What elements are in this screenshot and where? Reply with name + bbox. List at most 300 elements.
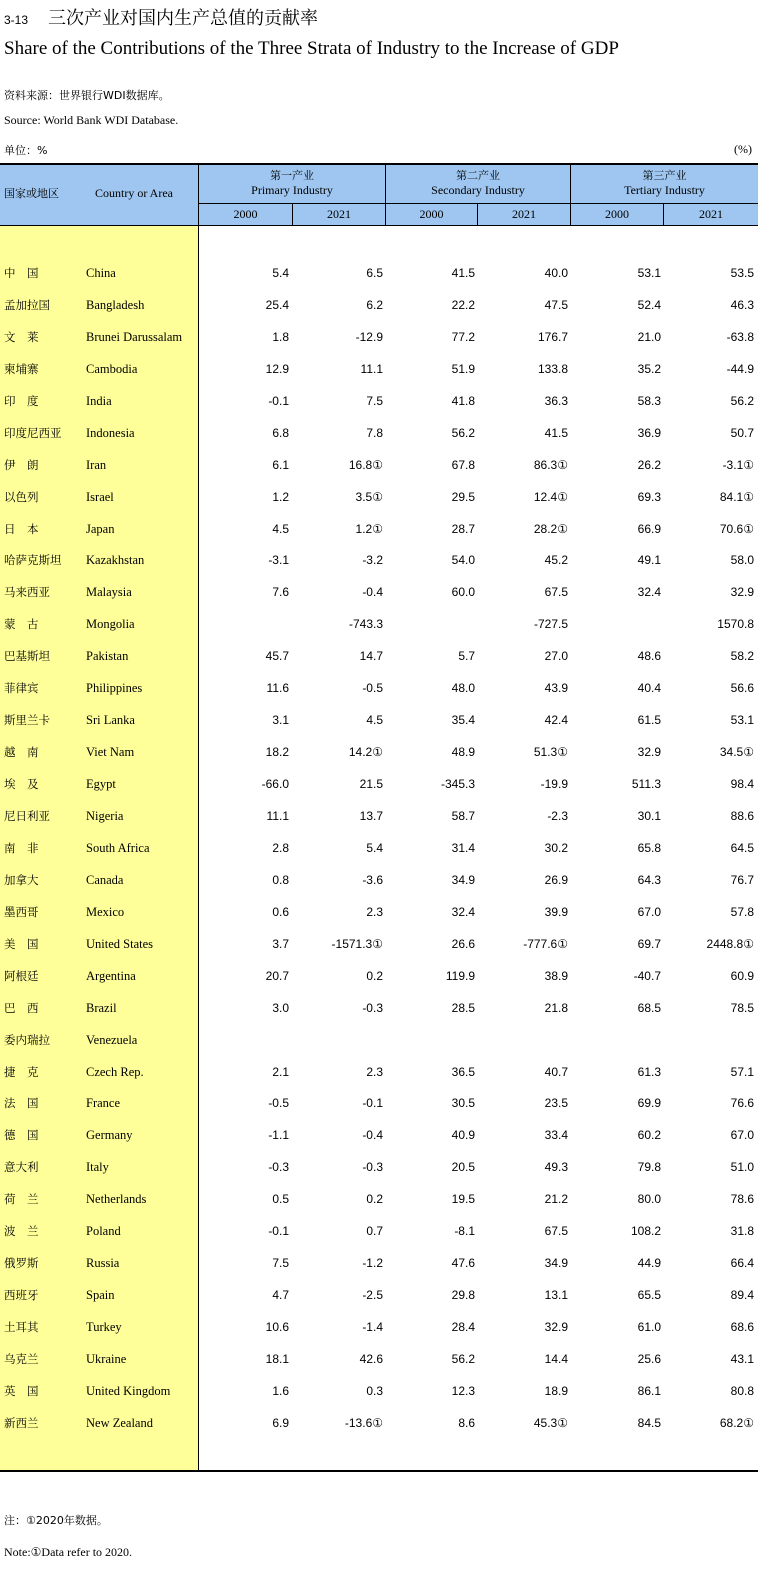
- table-row: [0, 928, 758, 960]
- unit-label: 单位：%: [4, 144, 48, 157]
- country-name-en: China: [86, 266, 116, 280]
- country-name-en: Mongolia: [86, 617, 135, 632]
- header-primary: [199, 168, 385, 198]
- country-name-cn: 英 国: [4, 1383, 39, 1398]
- value-cell: 0.3: [366, 1383, 383, 1398]
- value-cell: 43.9: [544, 681, 568, 696]
- value-cell: 60.2: [637, 1128, 661, 1143]
- value-cell: 30.5: [451, 1096, 475, 1111]
- value-cell: 49.1: [637, 553, 661, 568]
- country-name-cn: 乌克兰: [4, 1351, 39, 1366]
- value-cell: 47.5: [544, 297, 568, 312]
- value-cell: -0.1: [362, 1096, 383, 1111]
- country-name-en: Japan: [86, 521, 115, 536]
- value-cell: 28.4: [451, 1320, 475, 1335]
- value-cell: 76.7: [730, 872, 754, 887]
- value-cell: 58.3: [637, 393, 661, 408]
- header-primary-cn: 第一产业: [270, 169, 314, 182]
- value-cell: -3.6: [362, 872, 383, 887]
- value-cell: 3.5①: [355, 489, 383, 504]
- value-cell: 56.2: [451, 425, 475, 440]
- value-cell: 14.2①: [348, 745, 383, 760]
- country-name-en: United States: [86, 936, 154, 951]
- value-cell: 108.2: [630, 1224, 661, 1239]
- value-cell: 19.5: [451, 1192, 475, 1207]
- value-cell: 5.7: [458, 649, 475, 664]
- value-cell: 34.9: [544, 1256, 568, 1271]
- value-cell: -66.0: [261, 777, 289, 792]
- value-cell: 119.9: [445, 968, 475, 983]
- value-cell: 40.0: [544, 266, 568, 280]
- table-row: [0, 385, 758, 417]
- country-name-cn: 荷 兰: [4, 1192, 39, 1207]
- value-cell: 30.1: [637, 808, 661, 823]
- country-name-en: Brunei Darussalam: [86, 329, 183, 344]
- value-cell: 3.1: [272, 713, 289, 728]
- value-cell: 28.2①: [533, 521, 568, 536]
- header-primary-en: Primary Industry: [251, 183, 333, 197]
- table-row: [0, 1343, 758, 1375]
- value-cell: 4.7: [272, 1288, 289, 1303]
- value-cell: 10.6: [265, 1320, 289, 1335]
- value-cell: 79.8: [637, 1160, 661, 1175]
- value-cell: 66.4: [730, 1256, 754, 1271]
- value-cell: 58.2: [730, 649, 754, 664]
- value-cell: 21.5: [359, 777, 383, 792]
- value-cell: 18.1: [265, 1351, 289, 1366]
- table-row: [0, 1247, 758, 1279]
- value-cell: 5.4: [272, 266, 289, 280]
- table-row: [0, 640, 758, 672]
- country-name-cn: 墨西哥: [4, 904, 39, 919]
- value-cell: 40.9: [451, 1128, 475, 1143]
- value-cell: 1.6: [272, 1383, 289, 1398]
- value-cell: 68.5: [637, 1000, 661, 1015]
- value-cell: -3.1: [268, 553, 289, 568]
- value-cell: 28.7: [451, 521, 475, 536]
- value-cell: 0.6: [272, 904, 289, 919]
- header-year: 2000: [419, 207, 444, 221]
- header-divider: [198, 203, 758, 204]
- value-cell: 44.9: [637, 1256, 661, 1271]
- country-name-cn: 南 非: [4, 840, 39, 855]
- table-row: [0, 992, 758, 1024]
- header-secondary-cn: 第二产业: [456, 169, 500, 182]
- value-cell: 40.4: [637, 681, 661, 696]
- value-cell: 11.1: [360, 361, 383, 376]
- value-cell: 65.8: [637, 840, 661, 855]
- header-country-cn: 国家或地区: [4, 187, 59, 200]
- country-name-en: Germany: [86, 1128, 133, 1143]
- country-name-cn: 法 国: [4, 1096, 39, 1111]
- value-cell: 47.6: [451, 1256, 475, 1271]
- value-cell: -63.8: [726, 329, 754, 344]
- table-row: [0, 1311, 758, 1343]
- header-tertiary-cn: 第三产业: [642, 169, 687, 182]
- value-cell: -345.3: [440, 777, 475, 792]
- country-name-cn: 文 莱: [4, 329, 39, 344]
- value-cell: 511.3: [631, 777, 661, 792]
- value-cell: 29.8: [451, 1288, 475, 1303]
- country-name-en: France: [86, 1096, 121, 1111]
- value-cell: 0.7: [366, 1224, 383, 1239]
- value-cell: 49.3: [544, 1160, 568, 1175]
- value-cell: 70.6①: [719, 521, 754, 536]
- header-country-en: Country or Area: [95, 186, 173, 200]
- table-row: [0, 1087, 758, 1119]
- value-cell: 35.4: [451, 713, 475, 728]
- country-name-en: Nigeria: [86, 808, 124, 823]
- country-name-cn: 新西兰: [4, 1415, 39, 1430]
- value-cell: -40.7: [633, 968, 661, 983]
- country-name-en: Egypt: [86, 777, 116, 792]
- value-cell: 32.9: [730, 585, 754, 600]
- table-row: [0, 1119, 758, 1151]
- value-cell: 14.4: [544, 1351, 568, 1366]
- header-secondary-en: Secondary Industry: [431, 183, 525, 197]
- value-cell: -2.3: [547, 808, 568, 823]
- header-tertiary-en: Tertiary Industry: [624, 183, 705, 197]
- value-cell: 32.4: [637, 585, 661, 600]
- value-cell: 11.1: [266, 808, 289, 823]
- value-cell: 29.5: [451, 489, 475, 504]
- value-cell: -0.5: [362, 681, 383, 696]
- country-name-en: Canada: [86, 872, 124, 887]
- value-cell: -3.1①: [722, 457, 754, 472]
- value-cell: 6.8: [272, 425, 289, 440]
- table-row: [0, 736, 758, 768]
- header-year: 2021: [327, 207, 351, 221]
- value-cell: 86.1: [637, 1383, 661, 1398]
- value-cell: 48.9: [451, 745, 475, 760]
- value-cell: 38.9: [544, 968, 568, 983]
- value-cell: 27.0: [544, 649, 568, 664]
- value-cell: 31.8: [730, 1224, 754, 1239]
- country-name-cn: 蒙 古: [4, 617, 39, 632]
- value-cell: 45.7: [265, 649, 289, 664]
- value-cell: 36.3: [544, 393, 568, 408]
- country-name-cn: 孟加拉国: [4, 297, 50, 312]
- value-cell: 41.8: [451, 393, 475, 408]
- country-name-en: Sri Lanka: [86, 713, 135, 728]
- value-cell: -727.5: [533, 617, 568, 632]
- value-cell: -1571.3①: [331, 936, 383, 951]
- table-number: 3-13: [4, 13, 29, 27]
- value-cell: 176.7: [537, 329, 568, 344]
- value-cell: -0.1: [268, 393, 289, 408]
- country-name-en: Mexico: [86, 904, 125, 919]
- value-cell: 68.6: [730, 1320, 754, 1335]
- value-cell: 21.2: [544, 1192, 568, 1207]
- value-cell: 8.6: [458, 1415, 475, 1430]
- country-name-en: Iran: [86, 457, 107, 472]
- value-cell: 26.6: [451, 936, 475, 951]
- table-row: [0, 257, 758, 289]
- table-row: [0, 544, 758, 576]
- value-cell: 65.5: [637, 1288, 661, 1303]
- note-en: Note:①Data refer to 2020.: [4, 1545, 133, 1559]
- table-row: [0, 704, 758, 736]
- value-cell: 84.5: [637, 1415, 661, 1430]
- table-row: [0, 672, 758, 704]
- value-cell: 56.2: [451, 1351, 475, 1366]
- country-name-cn: 中 国: [4, 266, 39, 280]
- value-cell: 66.9: [637, 521, 661, 536]
- value-cell: 58.7: [451, 808, 475, 823]
- value-cell: 57.8: [730, 904, 754, 919]
- country-name-cn: 西班牙: [4, 1288, 39, 1303]
- value-cell: 2.8: [272, 840, 289, 855]
- value-cell: 61.3: [637, 1064, 661, 1079]
- value-cell: 28.5: [451, 1000, 475, 1015]
- value-cell: 67.5: [544, 585, 568, 600]
- country-name-cn: 意大利: [4, 1160, 39, 1175]
- header-year: 2000: [605, 207, 629, 221]
- country-name-en: Bangladesh: [86, 297, 145, 312]
- value-cell: 0.8: [272, 872, 289, 887]
- country-name-en: Malaysia: [86, 585, 132, 600]
- country-name-en: Brazil: [86, 1000, 117, 1015]
- value-cell: 34.5①: [719, 745, 754, 760]
- value-cell: 2.1: [272, 1064, 289, 1079]
- value-cell: 26.2: [637, 457, 661, 472]
- value-cell: 67.5: [544, 1224, 568, 1239]
- country-name-en: Venezuela: [86, 1032, 138, 1047]
- table-row: [0, 1183, 758, 1215]
- value-cell: 52.4: [637, 297, 661, 312]
- source-en: Source: World Bank WDI Database.: [4, 113, 179, 127]
- value-cell: -777.6①: [523, 936, 568, 951]
- value-cell: -1.4: [362, 1320, 383, 1335]
- value-cell: 7.5: [366, 393, 383, 408]
- country-name-cn: 土耳其: [4, 1320, 39, 1335]
- country-name-en: Czech Rep.: [86, 1064, 144, 1079]
- value-cell: 45.2: [544, 553, 568, 568]
- value-cell: 51.3①: [533, 745, 568, 760]
- table-row: [0, 960, 758, 992]
- table-row: [0, 800, 758, 832]
- value-cell: 67.8: [451, 457, 475, 472]
- value-cell: 43.1: [730, 1351, 754, 1366]
- country-name-en: South Africa: [86, 840, 150, 855]
- value-cell: 1.2: [272, 489, 289, 504]
- value-cell: 33.4: [544, 1128, 568, 1143]
- value-cell: 41.5: [544, 425, 568, 440]
- value-cell: 6.9: [272, 1415, 289, 1430]
- value-cell: 89.4: [730, 1288, 754, 1303]
- country-name-cn: 埃 及: [4, 777, 39, 792]
- value-cell: 61.5: [637, 713, 661, 728]
- value-cell: 21.8: [544, 1000, 568, 1015]
- value-cell: 2448.8①: [706, 936, 754, 951]
- value-cell: 3.0: [272, 1000, 289, 1015]
- value-cell: 12.4①: [533, 489, 568, 504]
- country-name-cn: 俄罗斯: [4, 1256, 39, 1271]
- value-cell: 3.7: [272, 936, 289, 951]
- value-cell: 21.0: [637, 329, 661, 344]
- country-name-en: United Kingdom: [86, 1383, 171, 1398]
- value-cell: 53.1: [637, 266, 661, 280]
- country-name-cn: 巴基斯坦: [4, 649, 50, 664]
- value-cell: -1.1: [268, 1128, 289, 1143]
- country-name-en: Pakistan: [86, 649, 129, 664]
- value-cell: 53.1: [730, 713, 754, 728]
- value-cell: 60.9: [730, 968, 754, 983]
- value-cell: 56.6: [730, 681, 754, 696]
- country-name-cn: 美 国: [4, 936, 39, 951]
- value-cell: 20.7: [265, 968, 289, 983]
- country-name-cn: 印 度: [4, 393, 39, 408]
- value-cell: -8.1: [454, 1224, 475, 1239]
- value-cell: 64.5: [730, 840, 754, 855]
- value-cell: 25.4: [265, 297, 289, 312]
- note-cn: 注：①2020年数据。: [4, 1514, 108, 1527]
- header-year: 2021: [699, 207, 723, 221]
- country-name-en: Kazakhstan: [86, 553, 145, 568]
- country-name-cn: 加拿大: [4, 872, 39, 887]
- value-cell: -44.9: [726, 361, 754, 376]
- title-cn-text: 三次产业对国内生产总值的贡献率: [48, 8, 319, 29]
- value-cell: 69.9: [637, 1096, 661, 1111]
- value-cell: 88.6: [730, 808, 754, 823]
- value-cell: -12.9: [355, 329, 383, 344]
- country-name-en: Indonesia: [86, 425, 135, 440]
- header-bottom-rule: [0, 225, 758, 226]
- value-cell: 84.1①: [719, 489, 754, 504]
- value-cell: -19.9: [540, 777, 568, 792]
- country-name-cn: 斯里兰卡: [4, 713, 50, 728]
- country-name-cn: 越 南: [4, 745, 39, 760]
- country-name-cn: 巴 西: [4, 1000, 39, 1015]
- table-row: [0, 768, 758, 800]
- value-cell: 80.0: [637, 1192, 661, 1207]
- country-name-cn: 柬埔寨: [4, 361, 39, 376]
- value-cell: 48.6: [637, 649, 661, 664]
- value-cell: 4.5: [366, 713, 383, 728]
- country-name-en: Spain: [86, 1288, 115, 1303]
- value-cell: 12.9: [265, 361, 289, 376]
- table-row: [0, 481, 758, 513]
- value-cell: -13.6①: [344, 1415, 383, 1430]
- table-row: [0, 608, 758, 640]
- value-cell: 69.7: [637, 936, 661, 951]
- value-cell: 23.5: [544, 1096, 568, 1111]
- country-name-en: New Zealand: [86, 1415, 153, 1430]
- country-name-cn: 捷 克: [4, 1064, 39, 1079]
- value-cell: -0.4: [362, 585, 383, 600]
- value-cell: 39.9: [544, 904, 568, 919]
- value-cell: 56.2: [730, 393, 754, 408]
- value-cell: 50.7: [730, 425, 754, 440]
- value-cell: 18.9: [544, 1383, 568, 1398]
- country-name-en: Russia: [86, 1256, 120, 1271]
- value-cell: 2.3: [366, 1064, 383, 1079]
- country-name-en: Israel: [86, 489, 114, 504]
- value-cell: 133.8: [537, 361, 568, 376]
- table-top-rule: [0, 163, 758, 165]
- value-cell: 20.5: [451, 1160, 475, 1175]
- value-cell: 1.2①: [355, 521, 383, 536]
- country-name-en: Poland: [86, 1224, 121, 1239]
- country-name-cn: 委内瑞拉: [4, 1032, 50, 1047]
- table-row: [0, 449, 758, 481]
- value-cell: 86.3①: [533, 457, 568, 472]
- table-row: [0, 1407, 758, 1439]
- value-cell: 68.2①: [719, 1415, 754, 1430]
- value-cell: 60.0: [451, 585, 475, 600]
- source-cn: 资料来源：世界银行WDI数据库。: [4, 89, 170, 102]
- country-name-cn: 印度尼西亚: [4, 425, 62, 440]
- value-cell: 6.2: [366, 297, 383, 312]
- value-cell: 35.2: [637, 361, 661, 376]
- value-cell: 11.6: [266, 681, 289, 696]
- value-cell: -2.5: [362, 1288, 383, 1303]
- value-cell: 12.3: [451, 1383, 475, 1398]
- value-cell: -0.4: [362, 1128, 383, 1143]
- value-cell: 67.0: [730, 1128, 754, 1143]
- table-row: [0, 1215, 758, 1247]
- value-cell: 51.0: [730, 1160, 754, 1175]
- value-cell: 48.0: [451, 681, 475, 696]
- value-cell: 77.2: [451, 329, 475, 344]
- country-name-en: Italy: [86, 1160, 109, 1175]
- country-name-en: Turkey: [86, 1320, 122, 1335]
- value-cell: 67.0: [637, 904, 661, 919]
- country-name-cn: 哈萨克斯坦: [4, 553, 62, 568]
- value-cell: 46.3: [730, 297, 754, 312]
- value-cell: 25.6: [637, 1351, 661, 1366]
- value-cell: 7.8: [366, 425, 383, 440]
- value-cell: 0.5: [272, 1192, 289, 1207]
- table-row: [0, 832, 758, 864]
- table-row: [0, 1279, 758, 1311]
- value-cell: 58.0: [730, 553, 754, 568]
- value-cell: 76.6: [730, 1096, 754, 1111]
- table-row: [0, 1151, 758, 1183]
- value-cell: -0.3: [362, 1160, 383, 1175]
- value-cell: 34.9: [451, 872, 475, 887]
- country-name-cn: 伊 朗: [4, 457, 39, 472]
- table-row: [0, 1375, 758, 1407]
- value-cell: 45.3①: [533, 1415, 568, 1430]
- value-cell: 78.5: [730, 1000, 754, 1015]
- value-cell: 42.4: [544, 713, 568, 728]
- value-cell: 16.8①: [348, 457, 383, 472]
- table-row: [0, 576, 758, 608]
- country-name-en: Ukraine: [86, 1351, 127, 1366]
- country-name-en: Cambodia: [86, 361, 138, 376]
- value-cell: 53.5: [730, 266, 754, 280]
- country-name-cn: 阿根廷: [4, 968, 39, 983]
- value-cell: 32.4: [451, 904, 475, 919]
- value-cell: -0.3: [362, 1000, 383, 1015]
- value-cell: 13.1: [544, 1288, 568, 1303]
- value-cell: -0.1: [268, 1224, 289, 1239]
- page-title-cn: [4, 4, 318, 30]
- country-name-cn: 尼日利亚: [4, 808, 50, 823]
- value-cell: 1.8: [272, 329, 289, 344]
- country-name-cn: 菲律宾: [4, 681, 39, 696]
- value-cell: 22.2: [451, 297, 475, 312]
- country-name-cn: 德 国: [4, 1128, 39, 1143]
- value-cell: 64.3: [637, 872, 661, 887]
- table-row: [0, 1056, 758, 1088]
- value-cell: 69.3: [637, 489, 661, 504]
- country-name-en: India: [86, 393, 112, 408]
- value-cell: 42.6: [359, 1351, 383, 1366]
- value-cell: 6.5: [366, 266, 383, 280]
- value-cell: 26.9: [544, 872, 568, 887]
